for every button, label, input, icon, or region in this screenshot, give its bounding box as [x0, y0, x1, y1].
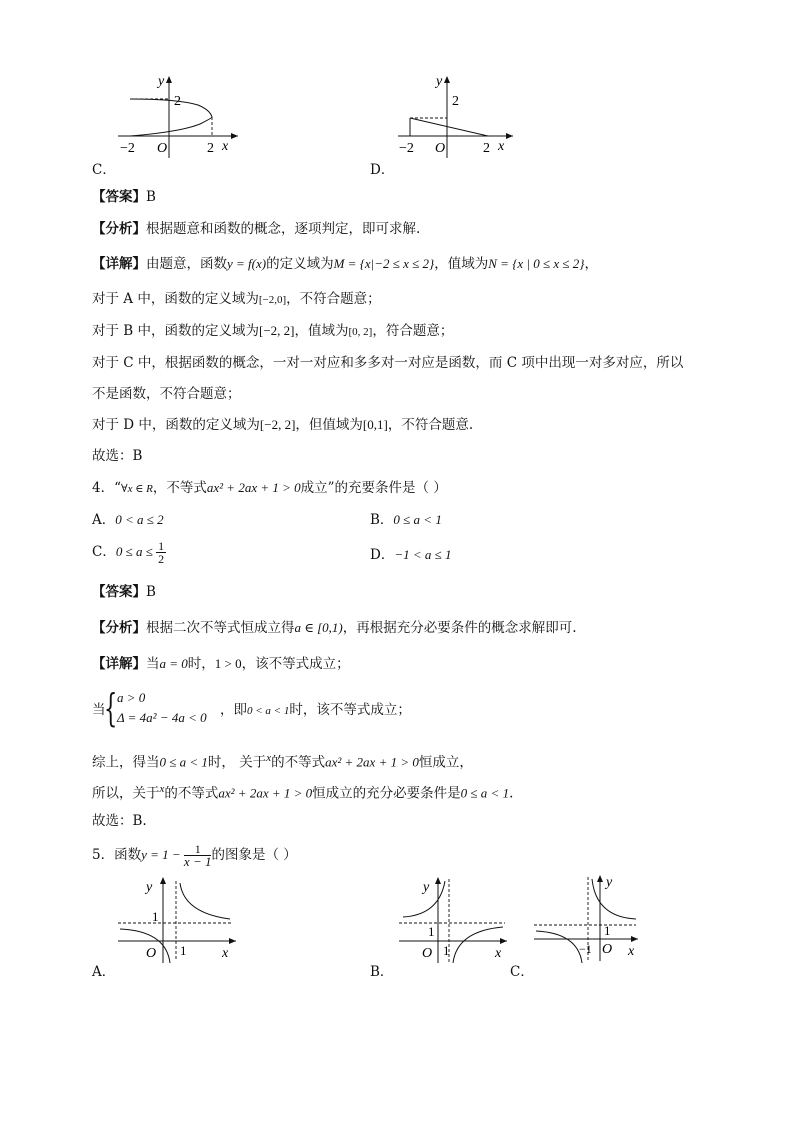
graph-d-option-label: D． — [370, 162, 395, 178]
q5-graph-c-t2: −1 — [579, 942, 592, 956]
q5-graph-a-t2: 1 — [180, 943, 187, 958]
q3-detail-domain: M = {x|−2 ≤ x ≤ 2} — [333, 256, 435, 271]
q4-conclusion-text: . — [509, 785, 514, 802]
q5-graph-b-t1: 1 — [428, 924, 435, 939]
q4-answer-value: B — [146, 584, 156, 600]
graph-d-tick-xneg: −2 — [399, 141, 414, 156]
q3-option-a-check — [92, 289, 381, 310]
q4-option-d — [370, 545, 452, 565]
q4-summary-text: 时， 关于 — [207, 754, 267, 771]
q3-d-domain: [−2, 2] — [259, 417, 296, 432]
q5-graph-a-label: A． — [92, 964, 116, 980]
q4-summary-math: 0 ≤ a < 1 — [159, 754, 208, 770]
q4-conclusion — [92, 779, 513, 804]
q4-option-b — [370, 510, 442, 530]
q5-graph-a-x: x — [222, 946, 229, 961]
q4-summary-text: 的不等式 — [271, 754, 326, 771]
q5-graph-c-x: x — [628, 944, 635, 959]
fraction-denominator: 2 — [158, 552, 165, 566]
graph-c-option-label: C． — [92, 162, 116, 178]
q4-option-b-value: 0 ≤ a < 1 — [393, 512, 442, 527]
q4-option-d-value: −1 < a ≤ 1 — [394, 547, 452, 562]
q4-detail-math: a = 0 — [159, 656, 188, 671]
q4-case-math: 0 < a < 1 — [247, 705, 290, 717]
q4-stem-text: ，不等式 — [152, 480, 207, 496]
q5-graph-a-o: O — [146, 946, 157, 961]
q3-a-text: ，不符合题意； — [286, 291, 381, 307]
q4-conclusion-text: 所以，关于 — [92, 785, 160, 802]
q3-b-text: ，符合题意； — [372, 323, 454, 339]
q4-option-b-label: B． — [370, 512, 394, 528]
q3-a-domain: [−2,0] — [258, 294, 287, 306]
q4-detail-text: 当 — [146, 656, 160, 672]
q5-stem-text: 5．函数 — [92, 847, 142, 863]
q4-analysis-text: ，再根据充分必要条件的概念求解即可. — [342, 620, 577, 636]
q4-detail-text: 时， — [187, 656, 215, 672]
q5-graph-b-label: B． — [370, 964, 394, 980]
q4-option-a-label: A． — [92, 512, 116, 528]
q5-graph-b-o: O — [422, 946, 433, 961]
q3-d-range: [0,1] — [362, 417, 388, 432]
q3-detail-line1 — [92, 254, 598, 274]
q3-detail-text: 由题意，函数 — [146, 256, 227, 272]
graph-d-origin: O — [435, 141, 446, 156]
q5-graph-a-t1: 1 — [152, 909, 159, 924]
q5-graph-b-x: x — [495, 946, 502, 961]
graph-c-y-label: y — [158, 74, 165, 89]
q3-detail-func: y = f(x) — [227, 256, 267, 271]
q5-graph-c-label: C． — [510, 964, 534, 980]
graph-option-c — [110, 72, 245, 160]
graph-c-x-label: x — [222, 139, 229, 154]
fraction-numerator: 1 — [184, 843, 212, 856]
q3-detail-range: N = {x | 0 ≤ x ≤ 2} — [488, 256, 585, 271]
q4-option-a-value: 0 < a ≤ 2 — [115, 512, 164, 527]
q4-case-text: ，即 — [220, 702, 247, 718]
q5-graph-c — [532, 873, 642, 965]
graph-c-tick-xpos: 2 — [207, 141, 214, 156]
q4-summary-text: 恒成立， — [418, 754, 473, 771]
q3-answer — [92, 187, 156, 207]
q5-graph-b-y: y — [423, 880, 430, 895]
q4-analysis-math: a ∈ [0,1) — [294, 620, 343, 635]
q3-b-range: [0, 2] — [348, 326, 373, 338]
q3-option-c-check-1: 对于 C 中，根据函数的概念，一对一对应和多多对一对应是函数，而 C 项中出现一对多对应，所以 — [92, 355, 684, 371]
q3-detail-text: 的定义域为 — [266, 256, 334, 272]
q5-stem — [92, 843, 297, 868]
graph-d-tick-y: 2 — [452, 94, 459, 109]
q4-conclusion-var: x — [159, 783, 165, 795]
q3-analysis-tag: 【分析】 — [92, 221, 146, 237]
q4-conclusion-text: 恒成立的充分必要条件是 — [312, 785, 461, 802]
q4-detail-text: ，该不等式成立； — [241, 656, 350, 672]
q4-detail-line1 — [92, 654, 350, 674]
q4-conclusion-math: 0 ≤ a < 1 — [460, 785, 510, 801]
graph-d-tick-xpos: 2 — [483, 141, 490, 156]
graph-d-x-label: x — [498, 139, 505, 154]
q4-detail-tag: 【详解】 — [92, 656, 146, 672]
q4-option-c — [92, 540, 166, 565]
q5-graph-b-t2: 1 — [443, 943, 450, 958]
q4-case-brace: { — [104, 686, 118, 730]
q3-answer-tag: 【答案】 — [92, 189, 146, 205]
q4-option-c-label: C． — [92, 544, 116, 560]
q3-analysis — [92, 219, 420, 239]
graph-option-d — [390, 72, 520, 160]
q4-case-text: 时，该不等式成立； — [289, 702, 411, 718]
q4-summary-var: x — [266, 752, 272, 764]
q3-a-text: 对于 A 中，函数的定义域为 — [92, 291, 259, 307]
q3-detail-text: ，值域为 — [434, 256, 489, 272]
q5-graph-c-t1: 1 — [604, 923, 611, 938]
q4-stem — [92, 478, 447, 499]
q3-b-text: ，值域为 — [294, 323, 349, 339]
q4-stem-text: 成立”的充要条件是（ ） — [300, 480, 447, 496]
q4-conclusion-math: ax² + 2ax + 1 > 0 — [218, 785, 313, 801]
q4-summary — [92, 748, 473, 773]
q4-case-result — [220, 700, 411, 721]
q3-option-c-check-2: 不是函数，不符合题意； — [92, 386, 241, 402]
q4-option-c-value: 0 ≤ a ≤ — [115, 544, 157, 559]
q4-stem-inequality: ax² + 2ax + 1 > 0 — [206, 480, 301, 495]
q4-conclusion-text: 的不等式 — [164, 785, 219, 802]
q3-d-text: ，但值域为 — [295, 417, 363, 433]
q4-analysis-text: 根据二次不等式恒成立得 — [146, 620, 295, 636]
q5-stem-fraction — [184, 843, 212, 868]
fraction-numerator: 1 — [158, 539, 165, 553]
q5-graph-a-y: y — [146, 880, 153, 895]
q3-option-d-check — [92, 415, 473, 435]
q3-choose: 故选：B — [92, 448, 143, 464]
q3-d-text: 对于 D 中，函数的定义域为 — [92, 417, 260, 433]
q3-option-b-check — [92, 321, 453, 342]
q4-answer — [92, 582, 156, 602]
q4-analysis-tag: 【分析】 — [92, 620, 146, 636]
q5-stem-text: 的图象是（ ） — [211, 847, 297, 863]
q5-graph-c-o: O — [602, 942, 613, 957]
fraction-denominator: x − 1 — [183, 854, 212, 869]
q4-summary-text: 综上，得当 — [92, 754, 160, 771]
q5-graph-a — [112, 873, 242, 965]
graph-c-tick-xneg: −2 — [120, 141, 135, 156]
graph-c-origin: O — [157, 141, 168, 156]
q3-b-domain: [−2, 2] — [259, 323, 295, 338]
q4-detail-math: 1 > 0 — [214, 656, 242, 671]
q4-summary-math: ax² + 2ax + 1 > 0 — [325, 754, 419, 770]
q3-b-text: 对于 B 中，函数的定义域为 — [92, 323, 260, 339]
q3-detail-tag: 【详解】 — [92, 256, 146, 272]
q4-case-pre: 当 — [92, 702, 106, 718]
q5-graph-c-y: y — [606, 875, 613, 890]
q4-answer-tag: 【答案】 — [92, 584, 146, 600]
graph-d-y-label: y — [436, 74, 443, 89]
graph-c-tick-y: 2 — [174, 94, 181, 109]
q3-detail-text: ， — [584, 256, 598, 272]
q3-analysis-text: 根据题意和函数的概念，逐项判定，即可求解. — [146, 221, 421, 237]
q3-answer-value: B — [146, 189, 156, 205]
q4-choose: 故选：B. — [92, 813, 147, 829]
q3-d-text: ，不符合题意. — [387, 417, 474, 433]
q4-stem-math: ∀x ∈ R — [121, 483, 153, 495]
q4-option-a — [92, 510, 164, 530]
q4-case-top: a > 0 — [117, 690, 146, 705]
q4-option-d-label: D． — [370, 547, 395, 563]
q5-graph-b — [395, 873, 513, 965]
q5-stem-func: y = 1 − — [141, 847, 184, 862]
q4-analysis — [92, 618, 577, 638]
q4-stem-text: 4．“ — [92, 480, 121, 496]
q4-option-c-fraction — [156, 540, 166, 565]
q4-case-bottom: Δ = 4a² − 4a < 0 — [117, 710, 207, 725]
